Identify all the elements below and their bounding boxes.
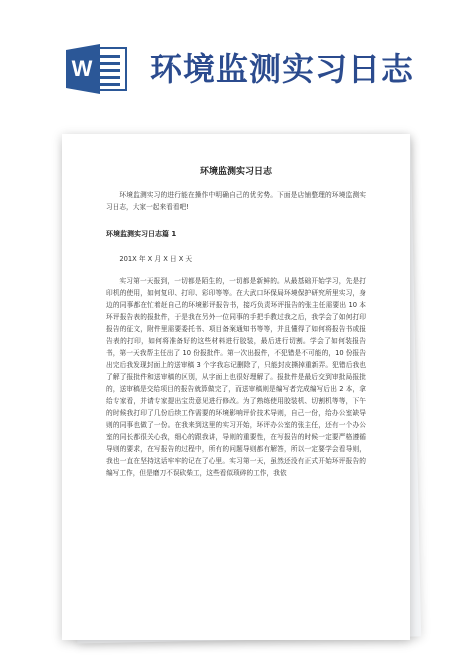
document-page xyxy=(62,134,410,640)
document-body: 实习第一天报到，一切都是陌生的，一切都是新鲜的。从最基础开始学习，先是打印机的使用，如何复印、打印、彩印等等。在大武口环保局环境保护研究所里实习，身边的同事都在忙着赶自己的环境影评报告书，接巧负责环评报告的张主任需要出 10 本环评报告表的报批件，于是我在另外一位同事的手把手教过我之后，我学会了如何打印报告的征文，附件里需要委托书、项目备案通知书等等，并且懂得了如何将报告书或报告表的打印，如何将准备好的这些材料进行胶装，最后进行切割。学会了如何装报告书，第一天我帮主任出了 10 份报批件。第一次出报件，不犯错是不可能的，10 份报告出完后我发现封面上的送审稿 3 个字我忘记删除了，只能封皮撕掉重新弄。犯错后我也了解了报批件和送审稿的区别，从字面上也很好理解了。报批件是最后交到审批局报批的，送审稿是交给项目的报告就算做完了，而送审稿则是编写者完成编写后出 2 本，拿给专家看，并请专家提出宝贵意见进行修改。为了熟练使用胶装机、切割机等等，下午的时候我打印了几份后续工作需要的环境影响评价技术导则，自己一份，给办公室缺导则的同事也做了一份。在我来到这里的实习开始，环评办公室的张主任，还有一个办公室的同长都很关心我，细心的跟我讲，导则的重要性，在写报告的时候一定要严格遵循导则的要求，在写报告的过程中，所有的问题导则都有解答，所以一定要学会看导则，我也一直在坚持这话牢牢的记在了心里。实习第一天，虽然还没有正式开始环评报告的编写工作，但是磨刀不误砍柴工，这些看似琐碎的工作，我依 xyxy=(106,277,366,477)
banner xyxy=(0,0,474,128)
word-logo-letter: W xyxy=(71,56,93,81)
document-title: 环境监测实习日志 xyxy=(199,167,272,177)
entry-date: 201X 年 X 月 X 日 X 天 xyxy=(119,255,193,263)
section-heading: 环境监测实习日志篇 1 xyxy=(106,230,177,238)
banner-title: 环境监测实习日志 xyxy=(150,50,415,88)
word-logo-icon xyxy=(66,42,128,96)
document-intro: 环境监测实习的进行能在操作中明确自己的优劣势。下面是店铺整理的环境监测实习日志，大家一起来看看吧! xyxy=(106,191,366,211)
